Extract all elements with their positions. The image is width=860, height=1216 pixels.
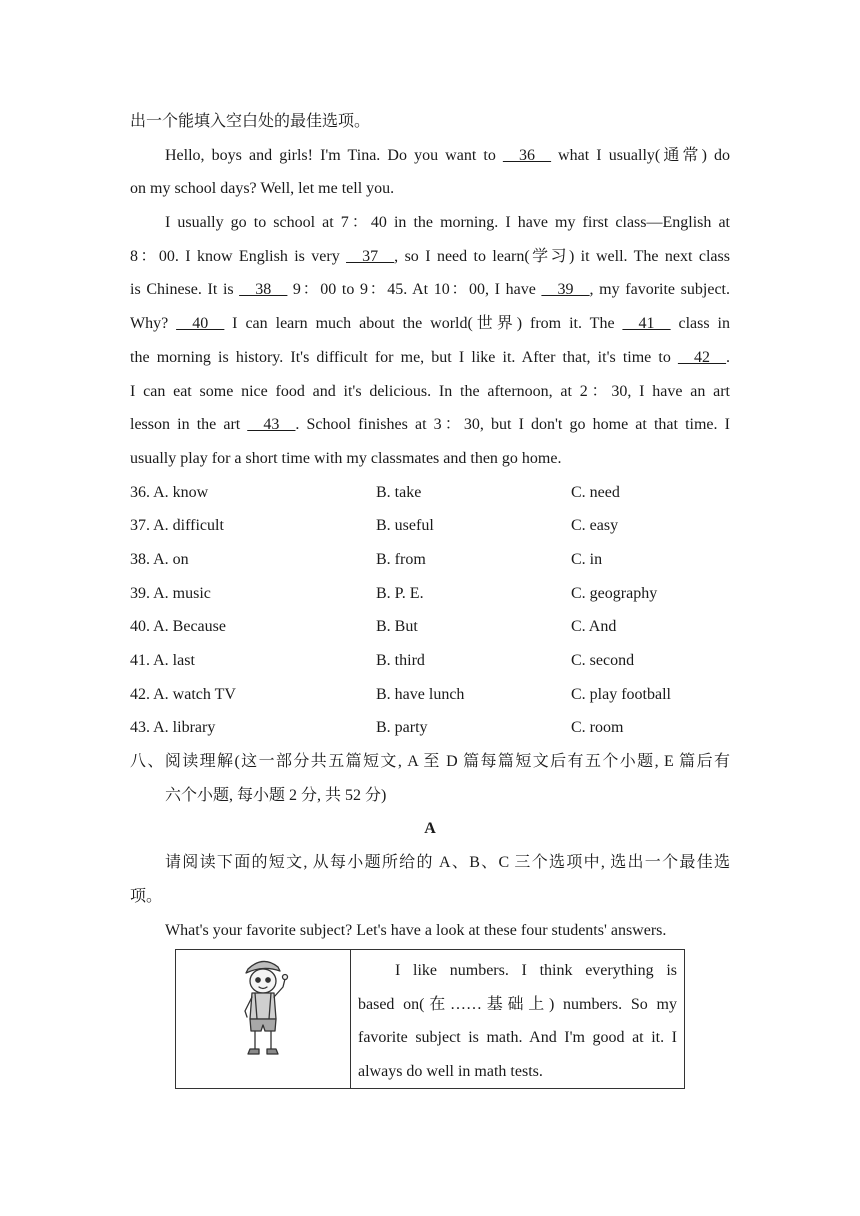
option-c: C. in	[571, 550, 603, 568]
table-row	[176, 950, 685, 1089]
option-c: C. need	[571, 483, 620, 501]
option-c: C. second	[571, 652, 635, 669]
blank-37: __37__	[346, 247, 395, 265]
question-row	[130, 543, 730, 577]
lead-sentence: What's your favorite subject? Let's have a look at these four students' answers.	[165, 921, 667, 939]
passage-line-4	[130, 240, 730, 274]
blank-40: __40__	[176, 315, 225, 333]
text: the morning is history. It's difficult for me, but I like it. After that, it's time to	[130, 348, 678, 366]
answer-line: I like numbers. I think everything is	[395, 962, 677, 979]
text: Why?	[130, 315, 177, 333]
option-a: 39. A. music	[130, 584, 211, 602]
instruction-cont: 项。	[130, 887, 163, 905]
question-row	[130, 610, 730, 644]
option-a: 43. A. library	[130, 719, 216, 737]
section-8-heading: 八、阅读理解(这一部分共五篇短文, A 至 D 篇每篇短文后有五个小题, E 篇后有	[130, 753, 730, 771]
text: .	[726, 348, 730, 366]
option-b: B. third	[376, 652, 425, 669]
answer-line: favorite subject is math. And I'm good at it. I	[358, 1029, 677, 1046]
passage-line-8: I can eat some nice food and it's delicious. In the afternoon, at 2：30, I have an art	[130, 382, 730, 400]
text: I can learn much about the world(世界) from it. The	[224, 315, 623, 333]
blank-38: __38__	[239, 281, 288, 299]
part-label: A	[424, 820, 436, 838]
page-content	[130, 105, 730, 947]
passage-line-9	[130, 408, 730, 442]
question-row	[130, 509, 730, 543]
text: 9：00 to 9：45. At 10：00, I have	[287, 281, 542, 299]
answers-table	[175, 949, 685, 1089]
option-a: 36. A. know	[130, 483, 209, 501]
passage-line-10: usually play for a short time with my classmates and then go home.	[130, 449, 562, 467]
option-a: 38. A. on	[130, 550, 189, 568]
option-c: C. room	[571, 719, 624, 737]
option-a: 37. A. difficult	[130, 517, 224, 535]
question-row	[130, 711, 730, 745]
text: lesson in the art	[130, 416, 248, 434]
option-a: 41. A. last	[130, 652, 195, 669]
option-a: 40. A. Because	[130, 618, 226, 636]
option-b: B. party	[376, 719, 428, 737]
option-c: C. geography	[571, 584, 658, 602]
student-answer-cell	[351, 950, 685, 1089]
text: 8：00. I know English is very	[130, 247, 347, 265]
option-c: C. play football	[571, 685, 671, 703]
blank-43: __43__	[247, 416, 296, 434]
student-picture-cell	[176, 950, 351, 1089]
option-c: C. And	[571, 618, 617, 636]
text: . School finishes at 3：30, but I don't go home at that time. I	[295, 416, 730, 434]
blank-36: __36__	[502, 146, 551, 164]
text: is Chinese. It is	[130, 281, 240, 299]
intro-tail: 出一个能填入空白处的最佳选项。	[130, 113, 371, 130]
passage-line-2: on my school days? Well, let me tell you.	[130, 180, 395, 198]
option-b: B. take	[376, 483, 422, 501]
text: what I usually(通常) do	[550, 146, 730, 164]
question-row	[130, 577, 730, 611]
passage-line-5	[130, 273, 730, 307]
option-b: B. But	[376, 618, 418, 636]
question-row	[130, 678, 730, 712]
instruction: 请阅读下面的短文, 从每小题所给的 A、B、C 三个选项中, 选出一个最佳选	[165, 854, 730, 872]
text: class in	[670, 315, 730, 333]
option-b: B. have lunch	[376, 685, 465, 703]
boy-student-illustration	[233, 951, 293, 1063]
text: Hello, boys and girls! I'm Tina. Do you want to	[165, 146, 503, 164]
option-b: B. useful	[376, 517, 434, 535]
answer-line: always do well in math tests.	[358, 1062, 543, 1080]
section-8-heading-cont: 六个小题, 每小题 2 分, 共 52 分)	[165, 786, 387, 804]
question-row	[130, 476, 730, 510]
option-b: B. from	[376, 550, 426, 568]
blank-39: __39__	[541, 281, 590, 299]
answer-line: based on(在……基础上) numbers. So my	[358, 995, 677, 1013]
option-a: 42. A. watch TV	[130, 685, 236, 703]
text: , my favorite subject.	[589, 281, 730, 299]
blank-41: __41__	[622, 315, 671, 333]
question-row	[130, 644, 730, 678]
passage-line-6	[130, 307, 730, 341]
text: , so I need to learn(学习) it well. The next class	[394, 247, 730, 265]
passage-line-1	[130, 139, 730, 173]
passage-line-7	[130, 341, 730, 375]
option-b: B. P. E.	[376, 584, 424, 602]
passage-line-3: I usually go to school at 7：40 in the morning. I have my first class—English at	[165, 214, 730, 232]
blank-42: __42__	[678, 348, 726, 366]
option-c: C. easy	[571, 517, 619, 535]
